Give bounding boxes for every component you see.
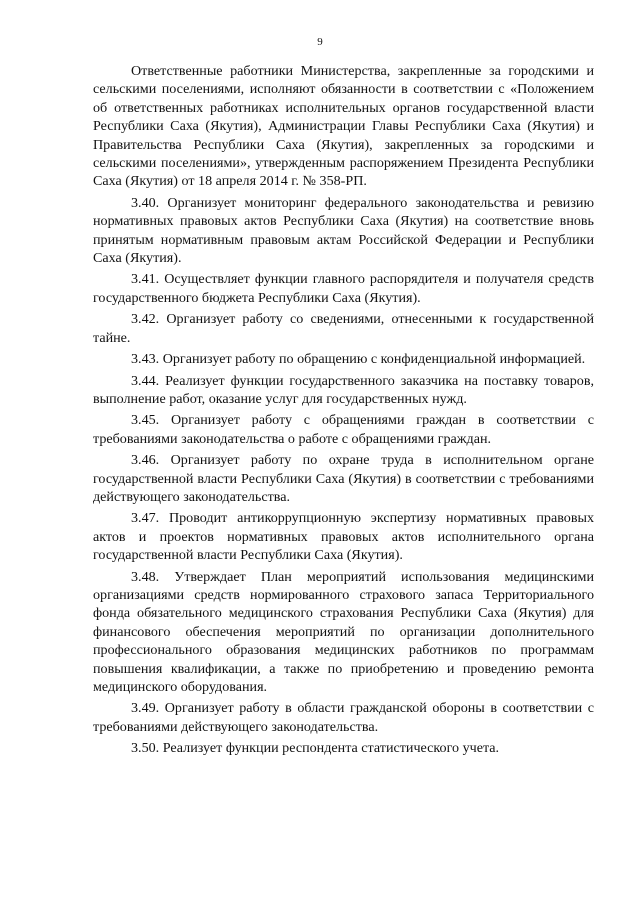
paragraph-3-44: 3.44. Реализует функции государственного заказчика на поставку товаров, выполнение работ, оказание услуг для государственных нужд. — [93, 372, 594, 407]
paragraph-3-49: 3.49. Организует работу в области гражданской обороны в соответствии с требованиями действующего законодательства. — [93, 700, 594, 735]
page-number: 9 — [317, 36, 323, 48]
paragraph-3-47: 3.47. Проводит антикоррупционную экспертизу нормативных правовых актов и проектов нормативных правовых актов исполнительного органа государственной власти Республики Саха (Якутия). — [93, 510, 594, 564]
paragraph-responsible-workers: Ответственные работники Министерства, закрепленные за городскими и сельскими поселениями, исполняют обязанности в соответствии с «Положением об ответственных работниках исполнительных органов государственной власти Республики Саха (Якутия), Администрации Главы Республики Саха (Якутия) и Правительства Республики Саха (Якутия), закрепленных за городскими и сельскими поселениями», утвержденным распоряжением Президента Республики Саха (Якутия) от 18 апреля 2014 г. № 358-РП. — [93, 63, 594, 190]
paragraph-3-40: 3.40. Организует мониторинг федерального законодательства и ревизию нормативных правовых актов Республики Саха (Якутия) на соответствие вновь принятым нормативным правовым актам Российской Федерации и Республики Саха (Якутия). — [93, 194, 594, 267]
document-body — [93, 62, 594, 761]
paragraph-3-50: 3.50. Реализует функции респондента статистического учета. — [131, 740, 500, 757]
paragraph-3-45: 3.45. Организует работу с обращениями граждан в соответствии с требованиями законодательства о работе с обращениями граждан. — [93, 412, 594, 447]
paragraph-3-46: 3.46. Организует работу по охране труда в исполнительном органе государственной власти Республики Саха (Якутия) в соответствии с требованиями действующего законодательства. — [93, 452, 594, 505]
paragraph-3-48: 3.48. Утверждает План мероприятий использования медицинскими организациями средств нормированного страхового запаса Территориального фонда обязательного медицинского страхования Республики Саха (Якутия) для финансового обеспечения мероприятий по организации дополнительного профессионального образования медицинских работников по программам повышения квалификации, а также по приобретению и проведению ремонта медицинского оборудования. — [93, 568, 594, 695]
paragraph-3-41: 3.41. Осуществляет функции главного распорядителя и получателя средств государственного бюджета Республики Саха (Якутия). — [93, 271, 594, 306]
paragraph-3-43: 3.43. Организует работу по обращению с конфиденциальной информацией. — [131, 351, 586, 368]
paragraph-3-42: 3.42. Организует работу со сведениями, отнесенными к государственной тайне. — [93, 311, 594, 346]
